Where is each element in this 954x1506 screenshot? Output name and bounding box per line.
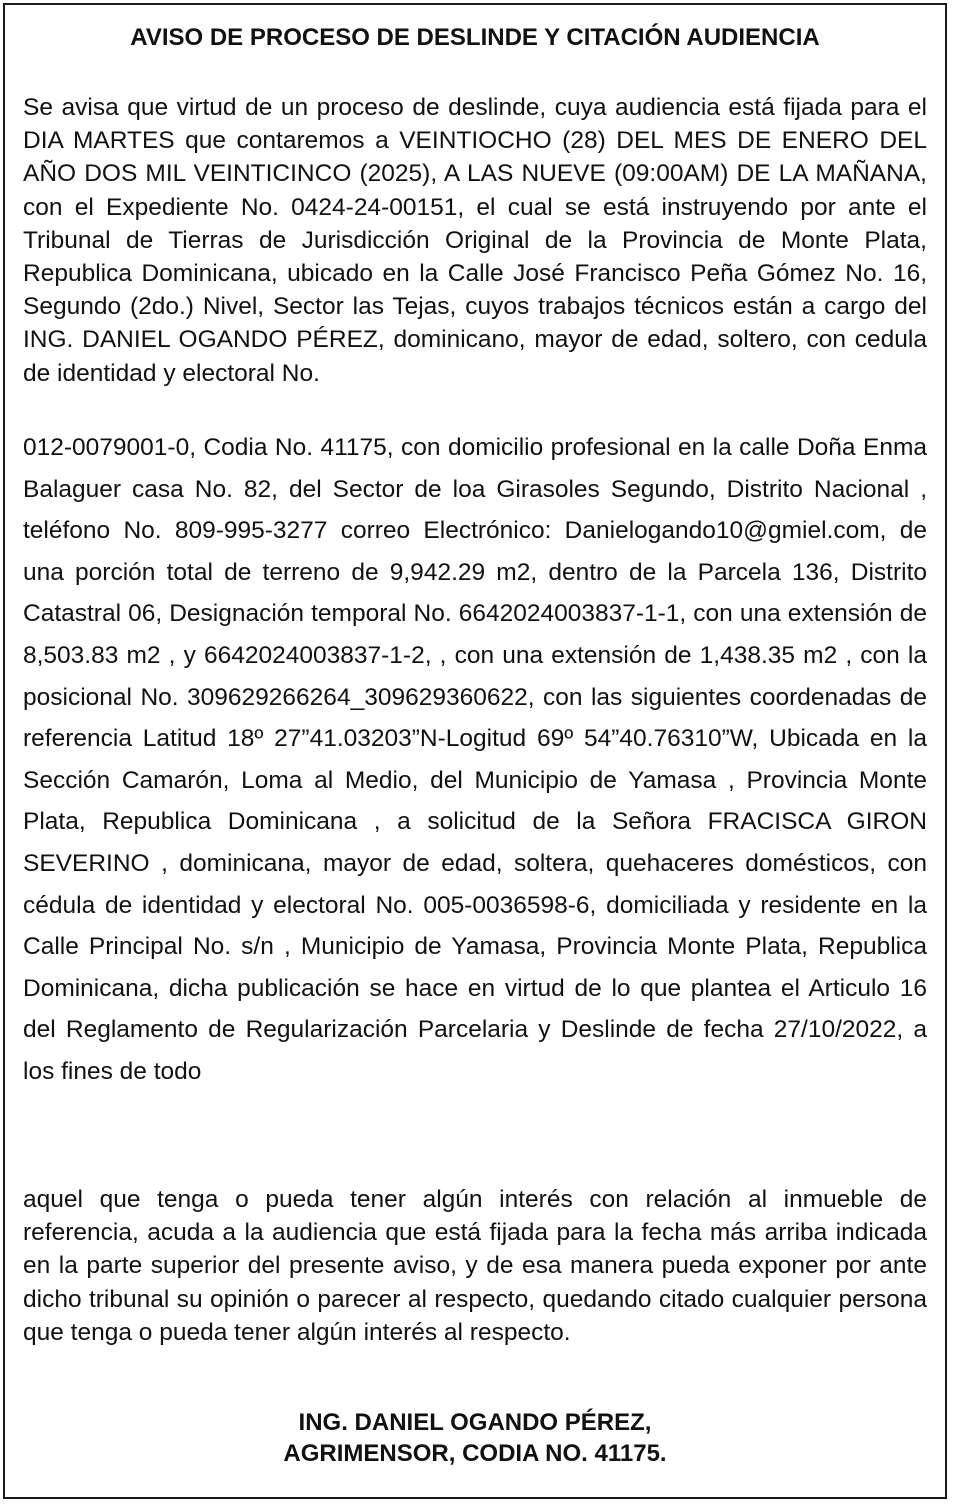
notice-paragraph-citation: aquel que tenga o pueda tener algún interés con relación al inmueble de referencia, acuda a la audiencia que está fijada para la fecha más arriba indicada en la parte superior del presente aviso, y de esa manera pueda exponer por ante dicho tribunal su opinión o parecer al respecto, quedando citado cualquier persona que tenga o pueda tener algún interés al respecto. <box>23 1186 927 1346</box>
legal-notice <box>3 3 947 1499</box>
signature-title: AGRIMENSOR, CODIA NO. 41175. <box>283 1440 667 1467</box>
signature-name: ING. DANIEL OGANDO PÉREZ, <box>298 1409 652 1436</box>
notice-paragraph-hearing: Se avisa que virtud de un proceso de deslinde, cuya audiencia está fijada para el DIA MARTES que contaremos a VEINTIOCHO (28) DEL MES DE ENERO DEL AÑO DOS MIL VEINTICINCO (2025), A LAS NUEVE (09:00AM) DE LA MAÑANA, con el Expediente No. 0424-24-00151, el cual se está instruyendo por ante el Tribunal de Tierras de Jurisdicción Original de la Provincia de Monte Plata, Republica Dominicana, ubicado en la Calle José Francisco Peña Gómez No. 16, Segundo (2do.) Nivel, Sector las Tejas, cuyos trabajos técnicos están a cargo del ING. DANIEL OGANDO PÉREZ, dominicano, mayor de edad, soltero, con cedula de identidad y electoral No. <box>23 94 927 387</box>
notice-title: AVISO DE PROCESO DE DESLINDE Y CITACIÓN AUDIENCIA <box>130 24 820 51</box>
signature-block <box>5 1407 945 1469</box>
notice-paragraph-property: 012-0079001-0, Codia No. 41175, con domicilio profesional en la calle Doña Enma Balaguer casa No. 82, del Sector de loa Girasoles Segundo, Distrito Nacional , teléfono No. 809-995-3277 correo Electrónico: Danielogando10@gmiel.com, de una porción total de terreno de 9,942.29 m2, dentro de la Parcela 136, Distrito Catastral 06, Designación temporal No. 6642024003837-1-1, con una extensión de 8,503.83 m2 , y 6642024003837-1-2, , con una extensión de 1,438.35 m2 , con la posicional No. 309629266264_309629360622, con las siguientes coordenadas de referencia Latitud 18º 27”41.03203”N-Logitud 69º 54”40.76310”W, Ubicada en la Sección Camarón, Loma al Medio, del Municipio de Yamasa , Provincia Monte Plata, Republica Dominicana , a solicitud de la Señora FRACISCA GIRON SEVERINO , dominicana, mayor de edad, soltera, quehaceres domésticos, con cédula de identidad y electoral No. 005-0036598-6, domiciliada y residente en la Calle Principal No. s/n , Municipio de Yamasa, Provincia Monte Plata, Republica Dominicana, dicha publicación se hace en virtud de lo que plantea el Articulo 16 del Reglamento de Regularización Parcelaria y Deslinde de fecha 27/10/2022, a los fines de todo <box>23 434 927 1085</box>
